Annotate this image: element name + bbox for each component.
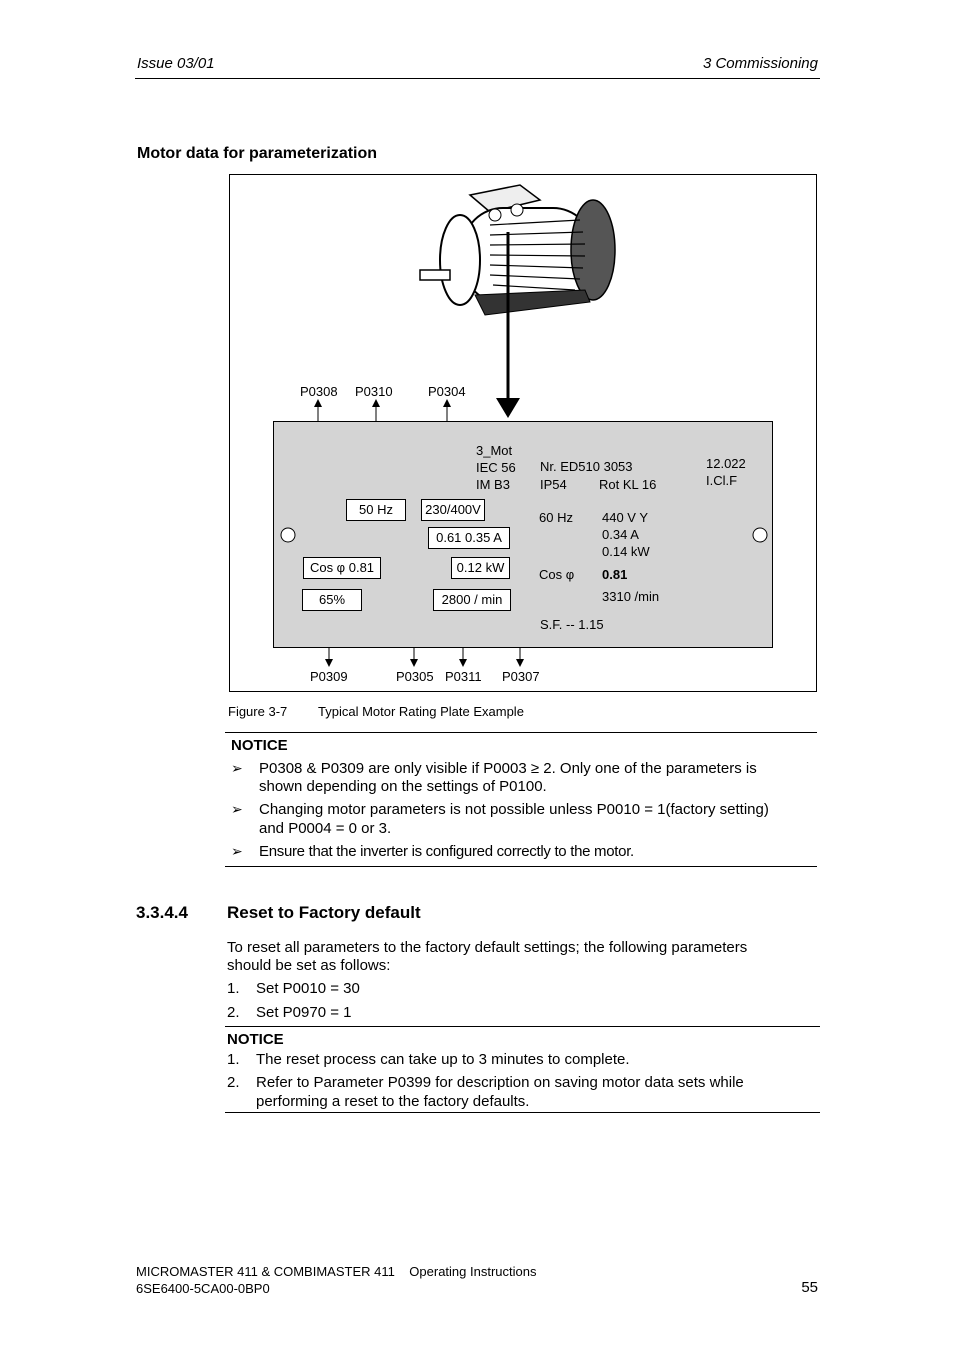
box-efficiency: 65% bbox=[302, 589, 362, 611]
notice1-item2-line2: and P0004 = 0 or 3. bbox=[259, 820, 392, 837]
notice1-bullet-icon: ➢ bbox=[231, 760, 243, 776]
notice2-item2-number: 2. bbox=[227, 1074, 240, 1091]
footer-order-number: 6SE6400-5CA00-0BP0 bbox=[136, 1281, 270, 1296]
plate-034a: 0.34 A bbox=[602, 527, 639, 542]
plate-ip: IP54 bbox=[540, 477, 567, 492]
box-cos-phi: Cos φ 0.81 bbox=[303, 557, 381, 579]
notice1-item2-line1: Changing motor parameters is not possible unless P0010 = 1(factory setting) bbox=[259, 801, 769, 818]
plate-im: IM B3 bbox=[476, 477, 510, 492]
plate-cos-value: 0.81 bbox=[602, 567, 628, 582]
footer-title: MICROMASTER 411 & COMBIMASTER 411 Operating Instructions bbox=[136, 1264, 537, 1279]
notice1-item3: Ensure that the inverter is configured correctly to the motor. bbox=[259, 843, 634, 860]
box-50hz: 50 Hz bbox=[346, 499, 406, 521]
plate-screw-left bbox=[278, 525, 298, 545]
notice1-bullet-icon: ➢ bbox=[231, 801, 243, 817]
notice2-item1-number: 1. bbox=[227, 1051, 240, 1068]
plate-rot: Rot KL 16 bbox=[599, 477, 657, 492]
header-issue: Issue 03/01 bbox=[137, 55, 215, 72]
step-1-text: Set P0010 = 30 bbox=[256, 980, 360, 997]
label-p0308: P0308 bbox=[300, 384, 338, 399]
box-230-400v: 230/400V bbox=[421, 499, 485, 521]
motor-data-heading: Motor data for parameterization bbox=[137, 145, 378, 162]
plate-cos-label: Cos φ bbox=[539, 567, 575, 582]
notice1-top-rule bbox=[225, 732, 817, 733]
notice1-item1-line1: P0308 & P0309 are only visible if P0003 ≥ 2. Only one of the parameters is bbox=[259, 760, 757, 777]
label-p0310: P0310 bbox=[355, 384, 393, 399]
section-number: 3.3.4.4 bbox=[136, 903, 188, 922]
header-section: 3 Commissioning bbox=[702, 55, 818, 72]
rating-plate bbox=[273, 421, 773, 648]
notice2-top-rule bbox=[225, 1026, 820, 1027]
page-number: 55 bbox=[801, 1279, 818, 1296]
plate-440v: 440 V Y bbox=[602, 510, 649, 525]
figure-caption-number: Figure 3-7 bbox=[228, 704, 288, 719]
plate-iec: IEC 56 bbox=[476, 460, 516, 475]
plate-3310: 3310 /min bbox=[602, 589, 660, 604]
step-2-text: Set P0970 = 1 bbox=[256, 1004, 352, 1021]
plate-014kw: 0.14 kW bbox=[602, 544, 650, 559]
notice2-item1-text: The reset process can take up to 3 minutes to complete. bbox=[256, 1051, 630, 1068]
step-1-number: 1. bbox=[227, 980, 240, 997]
plate-60hz: 60 Hz bbox=[539, 510, 573, 525]
label-p0305: P0305 bbox=[396, 669, 434, 684]
notice2-item2-text: Refer to Parameter P0399 for description on saving motor data sets while bbox=[256, 1074, 744, 1091]
label-p0309: P0309 bbox=[310, 669, 348, 684]
plate-nr: Nr. ED510 3053 bbox=[540, 459, 633, 474]
section-title: Reset to Factory default bbox=[227, 903, 421, 922]
box-amps: 0.61 0.35 A bbox=[428, 527, 510, 549]
notice1-item1-line2: shown depending on the settings of P0100. bbox=[259, 778, 547, 795]
notice1-bullet-icon: ➢ bbox=[231, 843, 243, 859]
plate-icl: I.Cl.F bbox=[706, 473, 738, 488]
box-kw: 0.12 kW bbox=[451, 557, 510, 579]
step-2-number: 2. bbox=[227, 1004, 240, 1021]
notice1-title: NOTICE bbox=[231, 737, 288, 754]
plate-mot: 3_Mot bbox=[476, 443, 513, 458]
label-p0311: P0311 bbox=[445, 669, 482, 684]
plate-sf: S.F. -- 1.15 bbox=[540, 617, 604, 632]
notice2-title: NOTICE bbox=[227, 1031, 284, 1048]
plate-screw-right bbox=[750, 525, 770, 545]
section-intro-line2: should be set as follows: bbox=[227, 957, 391, 974]
plate-code: 12.022 bbox=[706, 456, 746, 471]
notice1-bottom-rule bbox=[225, 866, 817, 867]
label-p0304: P0304 bbox=[428, 384, 466, 399]
section-intro-line1: To reset all parameters to the factory default settings; the following parameters bbox=[227, 939, 748, 956]
figure-caption-text: Typical Motor Rating Plate Example bbox=[318, 704, 524, 719]
notice2-item2-text-cont: performing a reset to the factory defaults. bbox=[256, 1093, 530, 1110]
label-p0307: P0307 bbox=[502, 669, 540, 684]
notice2-bottom-rule bbox=[225, 1112, 820, 1113]
box-rpm: 2800 / min bbox=[433, 589, 511, 611]
